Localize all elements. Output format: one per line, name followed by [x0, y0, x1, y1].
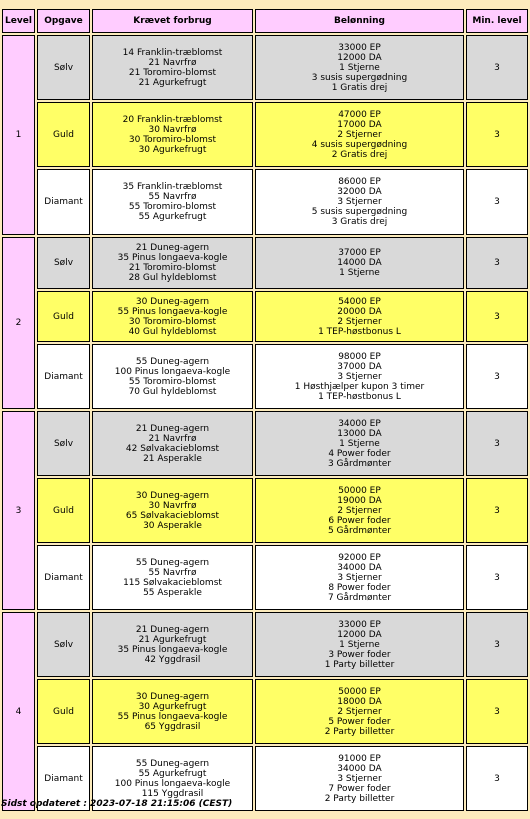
- reward-item: 3 Stjerner: [337, 197, 382, 207]
- task-cell: Sølv: [37, 237, 90, 289]
- level-cell: 4: [2, 612, 35, 811]
- required-item: 55 Toromiro-blomst: [128, 376, 217, 387]
- required-item: 55 Navrfrø: [148, 192, 197, 202]
- reward-item: 1 Høsthjælper kupon 3 timer: [294, 381, 425, 392]
- table-body: [2, 35, 528, 811]
- reward-item: 50000 EP: [338, 686, 381, 697]
- reward-item: 2 Party billetter: [324, 793, 395, 804]
- task-cell: Guld: [37, 291, 90, 342]
- min-level-cell: 3: [466, 545, 528, 610]
- reward-item: 1 Gratis drej: [331, 82, 388, 93]
- required-item: 55 Duneg-agern: [135, 758, 210, 769]
- required-item: 30 Duneg-agern: [135, 490, 210, 501]
- required-item: 42 Yggdrasil: [144, 654, 201, 665]
- required-item: 30 Asperakle: [143, 520, 202, 531]
- reward-item: 2 Stjerner: [337, 129, 382, 140]
- reward-item: 8 Power foder: [328, 582, 391, 593]
- reward-item: 37000 DA: [337, 361, 382, 372]
- task-cell: Sølv: [37, 411, 90, 476]
- header-required: Krævet forbrug: [92, 9, 253, 33]
- required-item: 30 Toromiro-blomst: [128, 134, 217, 145]
- required-item: 30 Duneg-agern: [135, 691, 210, 702]
- table-row: [2, 35, 528, 100]
- required-item: 100 Pinus longaeva-kogle: [114, 366, 231, 377]
- required-item: 100 Pinus longaeva-kogle: [114, 778, 231, 789]
- reward-item: 3 susis supergødning: [311, 72, 408, 83]
- reward-item: 91000 EP: [338, 753, 381, 764]
- reward-item: 2 Stjerner: [337, 505, 382, 516]
- required-item: 20 Franklin-træblomst: [122, 114, 223, 125]
- table-row: [2, 478, 528, 543]
- reward-item: 34000 DA: [337, 562, 382, 573]
- required-item: 55 Duneg-agern: [135, 356, 210, 367]
- required-item: 30 Navrfrø: [148, 500, 197, 511]
- reward-item: 37000 EP: [338, 248, 381, 258]
- reward-item: 3 Stjerner: [337, 572, 382, 583]
- required-cell: [92, 237, 253, 289]
- reward-item: 13000 DA: [337, 428, 382, 439]
- required-item: 30 Duneg-agern: [135, 296, 210, 307]
- reward-item: 6 Power foder: [328, 515, 391, 526]
- header-task: Opgave: [37, 9, 90, 33]
- reward-cell: [255, 545, 464, 610]
- level-cell: 1: [2, 35, 35, 235]
- reward-cell: [255, 478, 464, 543]
- required-cell: [92, 291, 253, 342]
- required-cell: [92, 612, 253, 677]
- task-cell: Diamant: [37, 746, 90, 811]
- reward-item: 20000 DA: [337, 306, 382, 317]
- required-item: 21 Asperakle: [143, 453, 202, 464]
- table-header-row: [2, 9, 528, 33]
- table-row: [2, 545, 528, 610]
- required-item: 35 Pinus longaeva-kogle: [117, 253, 228, 263]
- reward-item: 1 Party billetter: [324, 659, 395, 670]
- header-reward: Belønning: [255, 9, 464, 33]
- reward-item: 34000 EP: [338, 418, 381, 429]
- reward-item: 12000 DA: [337, 52, 382, 63]
- required-item: 28 Gul hyldeblomst: [128, 273, 217, 283]
- level-cell: 3: [2, 411, 35, 610]
- required-item: 30 Toromiro-blomst: [128, 316, 217, 327]
- task-cell: Guld: [37, 679, 90, 744]
- min-level-cell: 3: [466, 411, 528, 476]
- min-level-cell: 3: [466, 102, 528, 167]
- task-cell: Diamant: [37, 344, 90, 409]
- reward-item: 47000 EP: [338, 109, 381, 120]
- reward-item: 98000 EP: [338, 351, 381, 362]
- reward-item: 14000 DA: [337, 258, 382, 268]
- quest-table: [0, 7, 530, 813]
- reward-item: 33000 EP: [338, 619, 381, 630]
- reward-item: 4 Power foder: [328, 448, 391, 459]
- required-cell: [92, 679, 253, 744]
- required-item: 42 Sølvakacieblomst: [125, 443, 220, 454]
- header-level: Level: [2, 9, 35, 33]
- reward-cell: [255, 612, 464, 677]
- min-level-cell: 3: [466, 612, 528, 677]
- required-cell: [92, 545, 253, 610]
- reward-item: 3 Stjerner: [337, 773, 382, 784]
- reward-cell: [255, 102, 464, 167]
- reward-item: 54000 EP: [338, 296, 381, 307]
- min-level-cell: 3: [466, 679, 528, 744]
- header-min-level: Min. level: [466, 9, 528, 33]
- table-row: [2, 612, 528, 677]
- reward-cell: [255, 411, 464, 476]
- min-level-cell: 3: [466, 237, 528, 289]
- table-row: [2, 679, 528, 744]
- reward-item: 2 Stjerner: [337, 316, 382, 327]
- required-item: 65 Sølvakacieblomst: [125, 510, 220, 521]
- required-item: 35 Pinus longaeva-kogle: [117, 644, 228, 655]
- required-item: 115 Yggdrasil: [141, 788, 204, 799]
- reward-item: 12000 DA: [337, 629, 382, 640]
- required-item: 55 Pinus longaeva-kogle: [117, 711, 228, 722]
- required-item: 21 Agurkefrugt: [138, 77, 207, 88]
- required-item: 55 Agurkefrugt: [138, 212, 207, 222]
- reward-item: 1 Stjerne: [339, 62, 380, 73]
- reward-item: 3 Gårdmønter: [327, 458, 392, 469]
- reward-item: 92000 EP: [338, 552, 381, 563]
- reward-item: 3 Gratis drej: [331, 217, 388, 227]
- required-item: 21 Agurkefrugt: [138, 634, 207, 645]
- required-cell: [92, 411, 253, 476]
- required-cell: [92, 102, 253, 167]
- required-item: 55 Duneg-agern: [135, 557, 210, 568]
- min-level-cell: 3: [466, 344, 528, 409]
- min-level-cell: 3: [466, 169, 528, 235]
- reward-item: 50000 EP: [338, 485, 381, 496]
- reward-item: 4 susis supergødning: [311, 139, 408, 150]
- table-row: [2, 102, 528, 167]
- reward-cell: [255, 291, 464, 342]
- reward-item: 33000 EP: [338, 42, 381, 53]
- table-row: [2, 411, 528, 476]
- reward-item: 2 Stjerner: [337, 706, 382, 717]
- required-item: 55 Agurkefrugt: [138, 768, 207, 779]
- required-item: 21 Duneg-agern: [135, 624, 210, 635]
- reward-cell: [255, 237, 464, 289]
- reward-item: 32000 DA: [337, 187, 382, 197]
- reward-item: 5 Gårdmønter: [327, 525, 392, 536]
- required-item: 65 Yggdrasil: [144, 721, 201, 732]
- reward-item: 34000 DA: [337, 763, 382, 774]
- reward-item: 1 Stjerne: [339, 639, 380, 650]
- task-cell: Diamant: [37, 545, 90, 610]
- reward-item: 3 Stjerner: [337, 371, 382, 382]
- reward-cell: [255, 679, 464, 744]
- min-level-cell: 3: [466, 35, 528, 100]
- required-cell: [92, 169, 253, 235]
- reward-item: 7 Power foder: [328, 783, 391, 794]
- required-cell: [92, 35, 253, 100]
- required-item: 55 Toromiro-blomst: [128, 202, 217, 212]
- reward-item: 19000 DA: [337, 495, 382, 506]
- reward-item: 3 Power foder: [328, 649, 391, 660]
- reward-item: 2 Party billetter: [324, 726, 395, 737]
- required-item: 55 Asperakle: [143, 587, 202, 598]
- last-updated: Sidst opdateret : 2023-07-18 21:15:06 (CEST): [1, 799, 233, 809]
- reward-item: 1 TEP-høstbonus L: [318, 391, 401, 402]
- required-item: 21 Duneg-agern: [135, 243, 210, 253]
- table-row: [2, 237, 528, 289]
- task-cell: Sølv: [37, 35, 90, 100]
- min-level-cell: 3: [466, 291, 528, 342]
- level-cell: 2: [2, 237, 35, 409]
- required-item: 14 Franklin-træblomst: [122, 47, 223, 58]
- required-item: 35 Franklin-træblomst: [122, 182, 223, 192]
- required-item: 21 Navrfrø: [148, 433, 197, 444]
- required-item: 70 Gul hyldeblomst: [128, 386, 217, 397]
- reward-cell: [255, 169, 464, 235]
- required-item: 21 Duneg-agern: [135, 423, 210, 434]
- required-item: 30 Navrfrø: [148, 124, 197, 135]
- task-cell: Diamant: [37, 169, 90, 235]
- required-item: 21 Toromiro-blomst: [128, 263, 217, 273]
- required-item: 30 Agurkefrugt: [138, 701, 207, 712]
- reward-item: 1 TEP-høstbonus L: [318, 326, 401, 337]
- required-item: 21 Toromiro-blomst: [128, 67, 217, 78]
- required-item: 55 Navrfrø: [148, 567, 197, 578]
- task-cell: Guld: [37, 102, 90, 167]
- reward-item: 17000 DA: [337, 119, 382, 130]
- required-cell: [92, 344, 253, 409]
- required-item: 55 Pinus longaeva-kogle: [117, 306, 228, 317]
- reward-item: 1 Stjerne: [339, 268, 380, 278]
- required-item: 30 Agurkefrugt: [138, 144, 207, 155]
- table-row: [2, 344, 528, 409]
- table-row: [2, 291, 528, 342]
- min-level-cell: 3: [466, 746, 528, 811]
- reward-cell: [255, 344, 464, 409]
- reward-item: 5 Power foder: [328, 716, 391, 727]
- required-item: 115 Sølvakacieblomst: [123, 577, 222, 588]
- required-item: 21 Navrfrø: [148, 57, 197, 68]
- required-cell: [92, 478, 253, 543]
- table-row: [2, 169, 528, 235]
- min-level-cell: 3: [466, 478, 528, 543]
- required-item: 40 Gul hyldeblomst: [128, 326, 217, 337]
- reward-item: 7 Gårdmønter: [327, 592, 392, 603]
- reward-cell: [255, 35, 464, 100]
- reward-item: 86000 EP: [338, 177, 381, 187]
- task-cell: Sølv: [37, 612, 90, 677]
- reward-item: 18000 DA: [337, 696, 382, 707]
- reward-item: 2 Gratis drej: [331, 149, 388, 160]
- reward-item: 5 susis supergødning: [311, 207, 408, 217]
- task-cell: Guld: [37, 478, 90, 543]
- reward-cell: [255, 746, 464, 811]
- reward-item: 1 Stjerne: [339, 438, 380, 449]
